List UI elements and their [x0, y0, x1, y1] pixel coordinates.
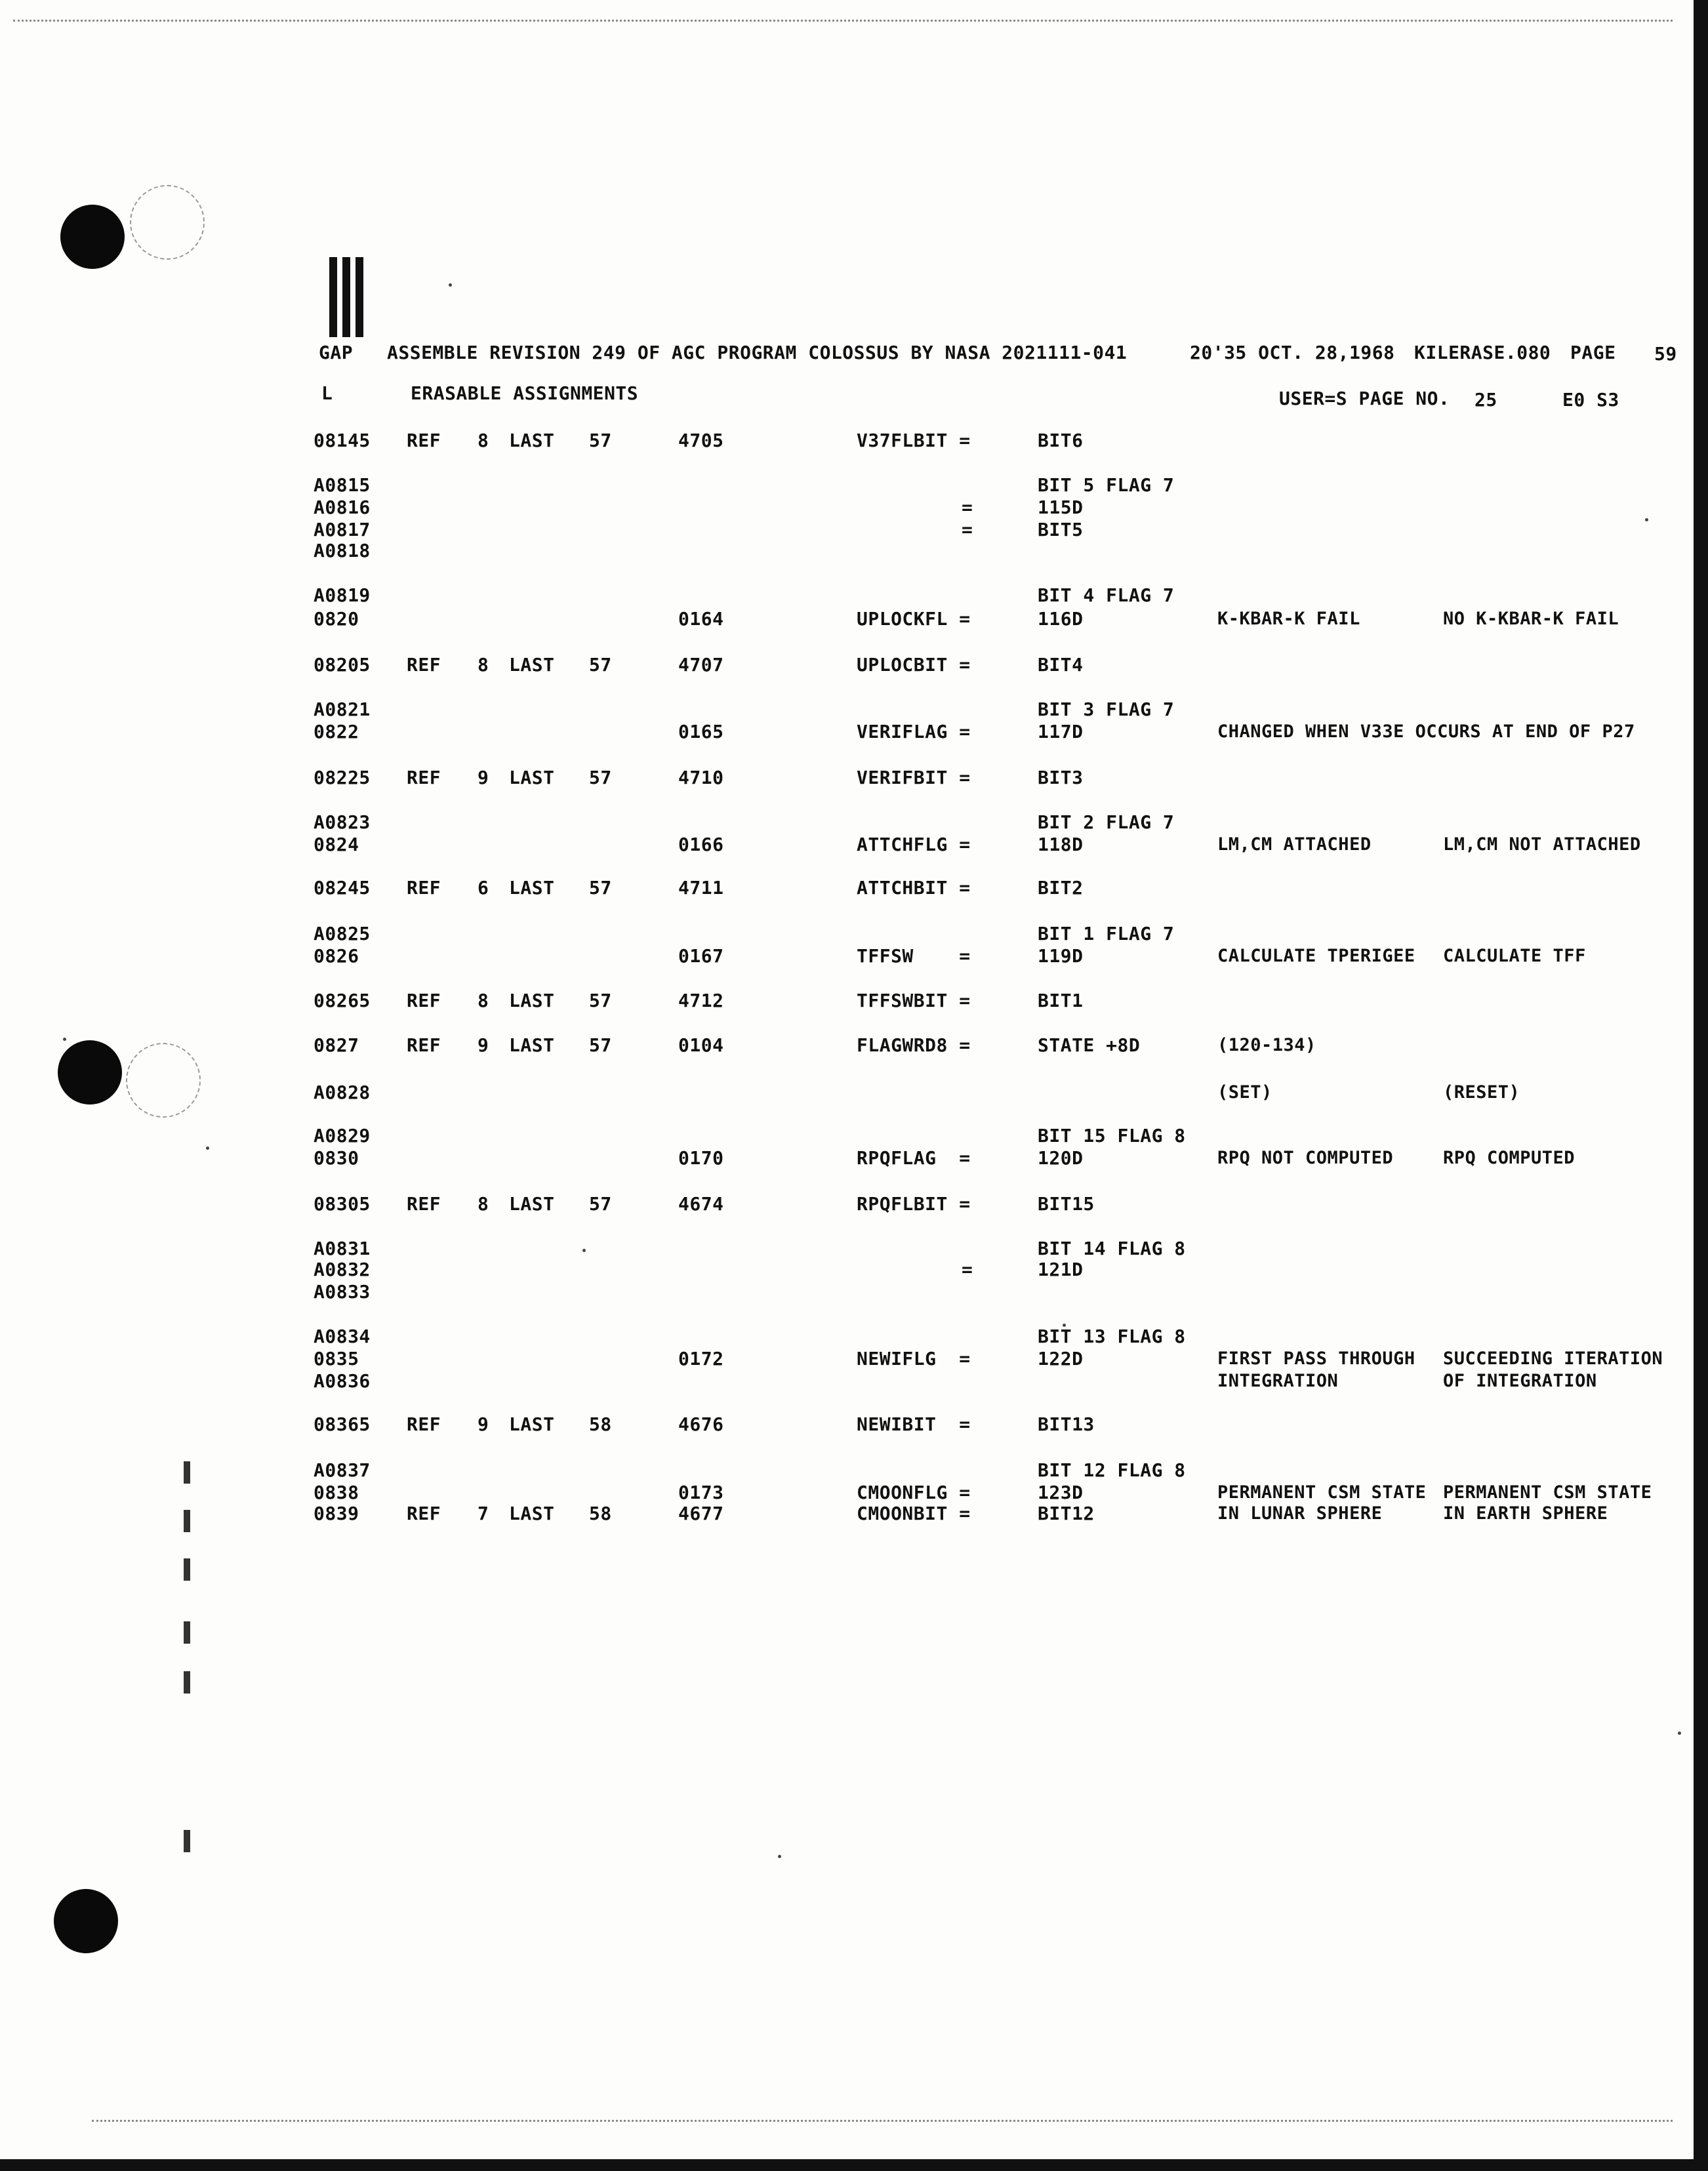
listing-cell-op: BIT 13 FLAG 8 — [1038, 1326, 1186, 1347]
listing-cell-loc: 0826 — [314, 945, 359, 967]
scan-speck — [206, 1146, 209, 1150]
listing-cell-last: LAST — [509, 1503, 555, 1524]
listing-cell-lastnum: 57 — [589, 430, 612, 451]
listing-cell-loc: 0822 — [314, 721, 359, 742]
listing-cell-c1: IN LUNAR SPHERE — [1217, 1503, 1383, 1524]
listing-cell-op: BIT 12 FLAG 8 — [1038, 1459, 1186, 1481]
listing-cell-op: BIT5 — [1038, 519, 1084, 540]
listing-cell-ref: REF — [407, 1503, 441, 1524]
listing-cell-loc: 0824 — [314, 834, 359, 855]
listing-cell-op: BIT6 — [1038, 430, 1084, 451]
listing-cell-loc: 0830 — [314, 1147, 359, 1169]
listing-cell-c2: SUCCEEDING ITERATION — [1443, 1349, 1663, 1369]
listing-cell-loc: 08365 — [314, 1413, 371, 1435]
punch-hole-bottom — [54, 1889, 118, 1953]
listing-cell-ref: REF — [407, 1193, 441, 1215]
listing-cell-lastnum: 57 — [589, 877, 612, 899]
listing-cell-sym: = — [962, 519, 973, 540]
assembly-file: KILERASE.080 — [1414, 342, 1551, 363]
scan-speck — [63, 1038, 66, 1041]
listing-cell-sym: = — [962, 1259, 973, 1280]
listing-cell-addr: 4674 — [678, 1193, 724, 1215]
listing-cell-op: BIT4 — [1038, 654, 1084, 676]
listing-cell-sym: UPLOCBIT = — [857, 654, 971, 676]
listing-cell-lastnum: 58 — [589, 1413, 612, 1435]
listing-cell-ref: REF — [407, 877, 441, 899]
listing-cell-c2: (RESET) — [1443, 1082, 1520, 1103]
listing-cell-loc: 0838 — [314, 1482, 359, 1503]
listing-cell-op: 120D — [1038, 1147, 1084, 1169]
listing-cell-loc: A0833 — [314, 1281, 371, 1303]
revision-mark — [184, 1510, 190, 1532]
listing-cell-lastnum: 57 — [589, 767, 612, 788]
listing-cell-sym: = — [962, 497, 973, 518]
listing-cell-op: BIT12 — [1038, 1503, 1095, 1524]
listing-cell-c1: (SET) — [1217, 1082, 1272, 1103]
listing-cell-addr: 4710 — [678, 767, 724, 788]
listing-cell-addr: 0104 — [678, 1034, 724, 1056]
listing-cell-c1: FIRST PASS THROUGH — [1217, 1349, 1415, 1369]
listing-cell-sym: CMOONFLG = — [857, 1482, 971, 1503]
listing-cell-loc: A0823 — [314, 811, 371, 833]
listing-cell-last: LAST — [509, 1413, 555, 1435]
revision-mark — [184, 1558, 190, 1581]
listing-cell-ref: REF — [407, 430, 441, 451]
listing-cell-op: 117D — [1038, 721, 1084, 742]
listing-cell-loc: A0828 — [314, 1082, 371, 1103]
listing-cell-refnum: 8 — [478, 990, 489, 1011]
listing-cell-op: BIT 15 FLAG 8 — [1038, 1125, 1186, 1146]
listing-cell-loc: 08305 — [314, 1193, 371, 1215]
gap-logo-text: GAP — [319, 342, 354, 363]
section-title: ERASABLE ASSIGNMENTS — [411, 382, 639, 404]
listing-cell-addr: 4677 — [678, 1503, 724, 1524]
listing-cell-op: BIT 3 FLAG 7 — [1038, 699, 1175, 720]
listing-cell-refnum: 8 — [478, 430, 489, 451]
listing-cell-lastnum: 57 — [589, 990, 612, 1011]
listing-cell-sym: RPQFLAG = — [857, 1147, 971, 1169]
listing-cell-loc: A0817 — [314, 519, 371, 540]
listing-cell-op: BIT13 — [1038, 1413, 1095, 1435]
listing-cell-addr: 0164 — [678, 608, 724, 630]
listing-cell-addr: 4711 — [678, 877, 724, 899]
listing-cell-sym: V37FLBIT = — [857, 430, 971, 451]
listing-cell-refnum: 8 — [478, 654, 489, 676]
listing-cell-sym: NEWIFLG = — [857, 1348, 971, 1370]
listing-cell-addr: 4707 — [678, 654, 724, 676]
faint-punch-ring — [126, 1043, 201, 1118]
listing-cell-c1: CHANGED WHEN V33E OCCURS AT END OF P27 — [1217, 721, 1635, 742]
revision-mark — [184, 1671, 190, 1694]
listing-cell-op: 116D — [1038, 608, 1084, 630]
listing-cell-op: BIT 4 FLAG 7 — [1038, 584, 1175, 606]
listing-cell-loc: 08205 — [314, 654, 371, 676]
listing-cell-sym: CMOONBIT = — [857, 1503, 971, 1524]
revision-mark — [184, 1830, 190, 1852]
listing-cell-ref: REF — [407, 767, 441, 788]
listing-cell-loc: A0818 — [314, 540, 371, 561]
listing-cell-last: LAST — [509, 430, 555, 451]
listing-cell-ref: REF — [407, 1413, 441, 1435]
listing-cell-ref: REF — [407, 654, 441, 676]
listing-cell-loc: A0837 — [314, 1459, 371, 1481]
listing-cell-op: BIT2 — [1038, 877, 1084, 899]
listing-cell-op: STATE +8D — [1038, 1034, 1141, 1056]
listing-cell-c1: PERMANENT CSM STATE — [1217, 1482, 1427, 1503]
listing-cell-c2: PERMANENT CSM STATE — [1443, 1482, 1652, 1503]
listing-cell-last: LAST — [509, 767, 555, 788]
scan-speck — [1678, 1732, 1681, 1735]
listing-cell-addr: 0165 — [678, 721, 724, 742]
listing-cell-last: LAST — [509, 654, 555, 676]
listing-cell-loc: A0819 — [314, 584, 371, 606]
listing-cell-addr: 4712 — [678, 990, 724, 1011]
listing-cell-op: BIT 5 FLAG 7 — [1038, 474, 1175, 496]
listing-cell-sym: ATTCHFLG = — [857, 834, 971, 855]
listing-cell-loc: 0820 — [314, 608, 359, 630]
listing-cell-loc: A0832 — [314, 1259, 371, 1280]
listing-cell-op: 122D — [1038, 1348, 1084, 1370]
listing-cell-op: BIT 2 FLAG 7 — [1038, 811, 1175, 833]
listing-cell-c2: RPQ COMPUTED — [1443, 1148, 1576, 1168]
listing-cell-lastnum: 57 — [589, 654, 612, 676]
punch-hole-middle — [58, 1040, 122, 1105]
listing-cell-c1: K-KBAR-K FAIL — [1217, 609, 1360, 629]
listing-cell-loc: A0836 — [314, 1370, 371, 1392]
gap-logo — [327, 257, 370, 342]
listing-cell-ref: REF — [407, 1034, 441, 1056]
revision-mark — [184, 1461, 190, 1484]
listing-cell-loc: 08225 — [314, 767, 371, 788]
listing-cell-c1: CALCULATE TPERIGEE — [1217, 946, 1415, 966]
listing-cell-op: 118D — [1038, 834, 1084, 855]
listing-cell-last: LAST — [509, 990, 555, 1011]
listing-cell-addr: 4705 — [678, 430, 724, 451]
listing-cell-op: BIT 14 FLAG 8 — [1038, 1238, 1186, 1259]
page-number: 59 — [1654, 343, 1677, 365]
user-page-number: 25 — [1474, 389, 1497, 411]
assembly-timestamp: 20'35 OCT. 28,1968 — [1190, 342, 1395, 363]
listing-cell-op: BIT3 — [1038, 767, 1084, 788]
listing-cell-sym: VERIFBIT = — [857, 767, 971, 788]
listing-cell-sym: TFFSWBIT = — [857, 990, 971, 1011]
listing-cell-sym: FLAGWRD8 = — [857, 1034, 971, 1056]
listing-cell-loc: A0815 — [314, 474, 371, 496]
listing-cell-op: BIT 1 FLAG 7 — [1038, 923, 1175, 944]
listing-cell-c1: LM,CM ATTACHED — [1217, 834, 1372, 855]
listing-cell-addr: 0172 — [678, 1348, 724, 1370]
listing-cell-sym: ATTCHBIT = — [857, 877, 971, 899]
listing-cell-loc: A0829 — [314, 1125, 371, 1146]
punch-hole-top — [60, 205, 125, 269]
listing-cell-addr: 0173 — [678, 1482, 724, 1503]
listing-cell-sym: RPQFLBIT = — [857, 1193, 971, 1215]
listing-cell-last: LAST — [509, 1193, 555, 1215]
assembly-title: ASSEMBLE REVISION 249 OF AGC PROGRAM COLOSSUS BY NASA 2021111-041 — [387, 342, 1128, 363]
listing-cell-op: 121D — [1038, 1259, 1084, 1280]
listing-cell-addr: 0166 — [678, 834, 724, 855]
listing-cell-c2: CALCULATE TFF — [1443, 946, 1586, 966]
listing-cell-op: 119D — [1038, 945, 1084, 967]
listing-cell-refnum: 9 — [478, 767, 489, 788]
listing-cell-lastnum: 58 — [589, 1503, 612, 1524]
listing-cell-sym: NEWIBIT = — [857, 1413, 971, 1435]
listing-cell-loc: 08265 — [314, 990, 371, 1011]
listing-cell-lastnum: 57 — [589, 1193, 612, 1215]
listing-cell-refnum: 6 — [478, 877, 489, 899]
listing-cell-c2: LM,CM NOT ATTACHED — [1443, 834, 1641, 855]
listing-cell-sym: TFFSW = — [857, 945, 971, 967]
page-label: PAGE — [1570, 342, 1616, 363]
listing-cell-loc: A0825 — [314, 923, 371, 944]
listing-cell-loc: A0821 — [314, 699, 371, 720]
listing-cell-loc: 0827 — [314, 1034, 359, 1056]
listing-cell-c2: OF INTEGRATION — [1443, 1371, 1597, 1391]
listing-cell-sym: VERIFLAG = — [857, 721, 971, 742]
listing-cell-last: LAST — [509, 877, 555, 899]
listing-cell-c1: INTEGRATION — [1217, 1371, 1339, 1391]
listing-cell-c1: RPQ NOT COMPUTED — [1217, 1148, 1394, 1168]
user-page-label: USER=S PAGE NO. — [1279, 388, 1450, 409]
top-paper-edge — [13, 20, 1673, 22]
section-mark: L — [321, 382, 333, 404]
listing-cell-c1: (120-134) — [1217, 1035, 1316, 1055]
listing-cell-loc: 0835 — [314, 1348, 359, 1370]
scan-speck — [449, 283, 452, 287]
listing-cell-loc: 08145 — [314, 430, 371, 451]
listing-cell-op: 115D — [1038, 497, 1084, 518]
listing-cell-op: 123D — [1038, 1482, 1084, 1503]
scan-speck — [582, 1249, 586, 1252]
listing-cell-loc: A0831 — [314, 1238, 371, 1259]
scan-speck — [1645, 518, 1648, 521]
listing-cell-loc: 0839 — [314, 1503, 359, 1524]
bottom-paper-edge — [92, 2120, 1673, 2122]
listing-cell-lastnum: 57 — [589, 1034, 612, 1056]
listing-cell-loc: A0816 — [314, 497, 371, 518]
listing-cell-last: LAST — [509, 1034, 555, 1056]
listing-cell-refnum: 7 — [478, 1503, 489, 1524]
listing-cell-op: BIT1 — [1038, 990, 1084, 1011]
listing-cell-c2: NO K-KBAR-K FAIL — [1443, 609, 1619, 629]
revision-mark — [184, 1621, 190, 1644]
listing-cell-op: BIT15 — [1038, 1193, 1095, 1215]
listing-cell-addr: 0170 — [678, 1147, 724, 1169]
listing-cell-addr: 4676 — [678, 1413, 724, 1435]
listing-cell-refnum: 9 — [478, 1034, 489, 1056]
listing-cell-c2: IN EARTH SPHERE — [1443, 1503, 1608, 1524]
reference-code: E0 S3 — [1562, 389, 1619, 411]
listing-cell-addr: 0167 — [678, 945, 724, 967]
listing-cell-sym: UPLOCKFL = — [857, 608, 971, 630]
listing-cell-loc: A0834 — [314, 1326, 371, 1347]
listing-cell-ref: REF — [407, 990, 441, 1011]
listing-cell-loc: 08245 — [314, 877, 371, 899]
scan-speck — [778, 1855, 781, 1858]
listing-cell-refnum: 8 — [478, 1193, 489, 1215]
listing-cell-refnum: 9 — [478, 1413, 489, 1435]
faint-punch-ring — [130, 185, 205, 260]
